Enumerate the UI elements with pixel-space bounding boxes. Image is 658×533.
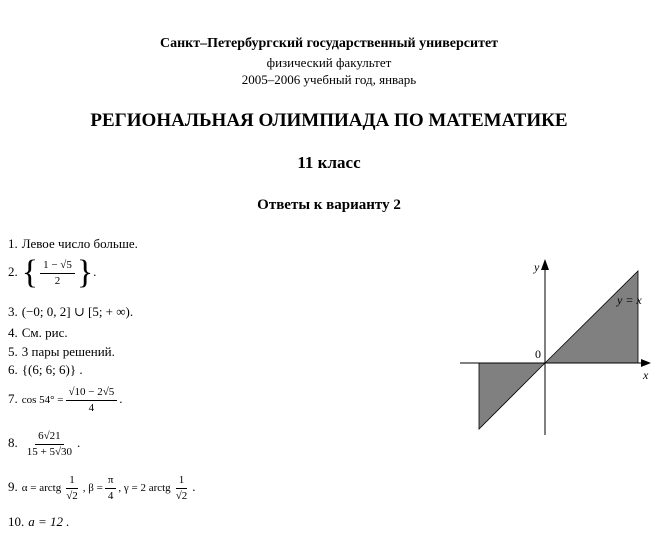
fraction-denominator: 15 + 5√30 [26,445,72,458]
answer-number: 8. [8,435,18,451]
fraction-denominator: √2 [66,489,78,502]
fraction-numerator: 1 [176,474,188,489]
answer-4 [8,325,68,341]
answer-number: 2. [8,263,18,279]
fraction-numerator: 6√21 [35,430,64,445]
answer-number: 3. [8,304,18,319]
academic-year: 2005–2006 учебный год, январь [241,72,417,87]
fraction [40,259,75,287]
answer-number: 4. [8,325,18,340]
answer-number: 7. [8,391,18,407]
faculty-name: физический факультет [266,55,392,70]
beta-fraction [105,474,117,502]
y-axis-arrow [541,259,549,270]
answer-text: 3 пары решений. [21,344,115,359]
gamma-fraction [173,474,191,502]
beta-expression: , β = [82,482,103,495]
grade-label: 11 класс [297,153,361,172]
answer-tail: . [119,391,123,407]
shaded-region-upper [545,271,638,363]
fraction-denominator: 2 [54,274,61,287]
fraction-numerator: √10 − 2√5 [66,386,118,401]
region-figure [455,255,655,440]
answer-7 [8,386,123,414]
x-axis-label: x [643,368,649,382]
fraction [24,430,75,458]
answer-text: (−0; 0, 2] ∪ [5; + ∞). [21,304,134,319]
fraction-denominator: 4 [107,489,114,502]
answer-6 [8,362,83,378]
answer-text: См. рис. [21,325,68,340]
x-axis-arrow [641,359,651,367]
fraction-numerator: 1 [66,474,78,489]
answer-number: 5. [8,344,18,359]
answer-10 [8,514,70,530]
answer-5 [8,344,115,360]
answer-number: 6. [8,362,18,377]
university-name: Санкт–Петербургский государственный университет [159,36,499,51]
line-label: y = x [617,293,642,307]
answer-3 [8,304,133,320]
answer-9 [8,474,195,502]
answer-text: Левое число больше. [21,236,138,251]
fraction [66,386,118,414]
y-axis-label: y [534,260,540,274]
answer-8 [8,430,80,458]
gamma-expression: , γ = 2 arctg [118,482,171,495]
right-brace: } [76,254,94,291]
answer-2 [8,256,96,290]
fraction-denominator: √2 [175,489,188,502]
answer-text: a = 12 . [28,514,70,529]
answer-number: 1. [8,236,18,251]
fraction-numerator: 1 − √5 [40,259,75,274]
answer-number: 10. [8,514,25,529]
origin-label: 0 [535,347,541,361]
shaded-region-lower [479,363,545,429]
answer-lhs: cos 54° = [21,394,64,407]
alpha-fraction [63,474,81,502]
fraction-numerator: π [105,474,117,489]
answer-tail: . [93,263,97,279]
alpha-expression: α = arctg [21,482,62,495]
fraction-denominator: 4 [88,401,95,414]
document-title: РЕГИОНАЛЬНАЯ ОЛИМПИАДА ПО МАТЕМАТИКЕ [90,110,568,131]
answer-1 [8,236,138,252]
answer-tail: . [192,479,196,495]
answer-text: {(6; 6; 6)} . [21,362,83,377]
answers-subtitle: Ответы к варианту 2 [257,197,401,213]
left-brace: { [21,254,39,291]
answer-number: 9. [8,479,18,495]
answer-tail: . [77,435,81,451]
